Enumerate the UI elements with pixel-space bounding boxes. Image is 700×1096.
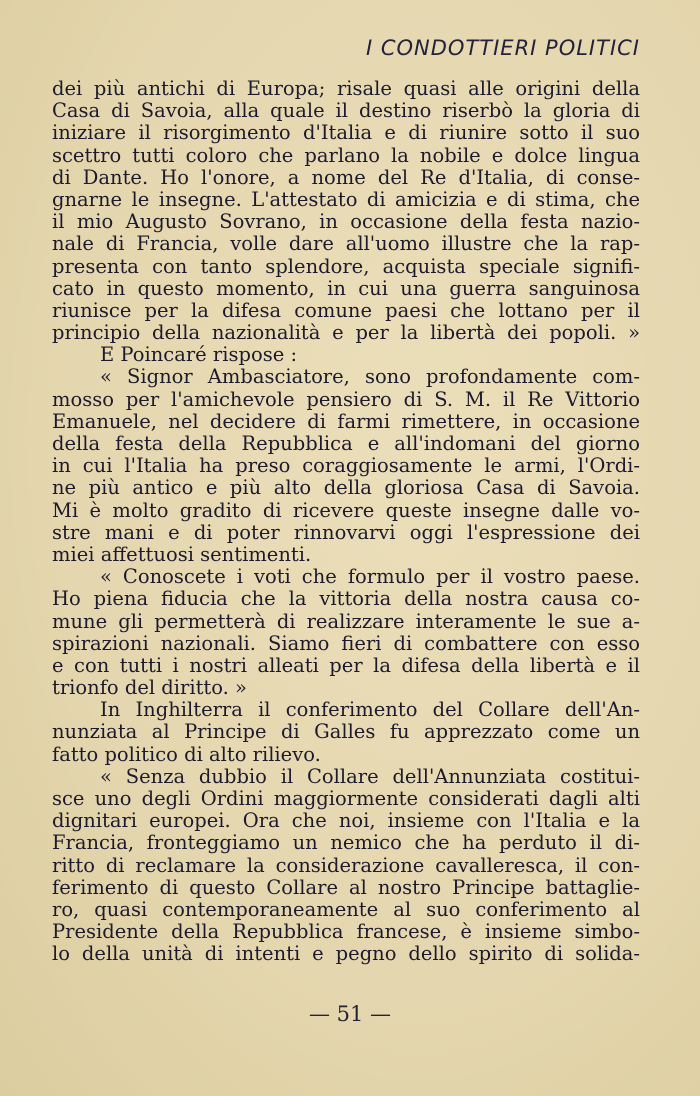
- text-line: e con tutti i nostri alleati per la difesa della libertà e il: [52, 653, 640, 677]
- running-header: I CONDOTTIERI POLITICI: [365, 36, 640, 60]
- text-line: Emanuele, nel decidere di farmi rimettere, in occasione: [52, 409, 640, 433]
- text-line: In Inghilterra il conferimento del Collare dell'An-: [100, 698, 640, 722]
- text-line: della festa della Repubblica e all'indomani del giorno: [52, 432, 640, 455]
- text-line: ritto di reclamare la considerazione cavalleresca, il con-: [52, 853, 640, 877]
- text-line: stre mani e di poter rinnovarvi oggi l'espressione dei: [52, 520, 640, 544]
- text-line: Francia, fronteggiamo un nemico che ha perduto il di-: [52, 831, 640, 855]
- text-line: miei affettuosi sentimenti.: [52, 542, 312, 566]
- text-line: ferimento di questo Collare al nostro Principe battaglie-: [52, 875, 640, 899]
- text-line: mosso per l'amichevole pensiero di S. M. il Re Vittorio: [52, 387, 640, 411]
- text-line: lo della unità di intenti e pegno dello spirito di solida-: [52, 942, 640, 966]
- text-line: dignitari europei. Ora che noi, insieme con l'Italia e la: [52, 809, 640, 833]
- text-line: in cui l'Italia ha preso coraggiosamente le armi, l'Ordi-: [52, 454, 640, 478]
- text-line: dei più antichi di Europa; risale quasi alle origini della: [52, 77, 640, 100]
- text-line: nale di Francia, volle dare all'uomo illustre che la rap-: [52, 232, 640, 256]
- text-line: spirazioni nazionali. Siamo fieri di combattere con esso: [52, 631, 640, 655]
- text-line: cato in questo momento, in cui una guerra sanguinosa: [52, 276, 640, 300]
- text-line: « Conoscete i voti che formulo per il vostro paese.: [100, 565, 640, 589]
- page-body-text: [52, 78, 640, 966]
- text-line: gnarne le insegne. L'attestato di amicizia e di stima, che: [52, 187, 640, 211]
- text-line: fatto politico di alto rilievo.: [52, 742, 321, 766]
- text-line: « Senza dubbio il Collare dell'Annunziata costitui-: [100, 764, 640, 788]
- text-line: sce uno degli Ordini maggiormente considerati dagli alti: [52, 787, 640, 810]
- text-line: iniziare il risorgimento d'Italia e di riunire sotto il suo: [52, 121, 640, 145]
- text-line: ne più antico e più alto della gloriosa Casa di Savoia.: [52, 476, 640, 500]
- text-line: trionfo del diritto. »: [52, 676, 247, 700]
- text-line: scettro tutti coloro che parlano la nobile e dolce lingua: [52, 143, 640, 167]
- text-line: Mi è molto gradito di ricevere queste insegne dalle vo-: [52, 498, 640, 522]
- text-line: riunisce per la difesa comune paesi che lottano per il: [52, 298, 640, 322]
- page-number: — 51 —: [308, 1002, 392, 1026]
- text-line: Casa di Savoia, alla quale il destino riserbò la gloria di: [52, 99, 640, 123]
- text-line: Presidente della Repubblica francese, è insieme simbo-: [52, 920, 640, 944]
- text-line: di Dante. Ho l'onore, a nome del Re d'Italia, di conse-: [52, 165, 640, 189]
- text-line: ro, quasi contemporaneamente al suo conferimento al: [52, 897, 640, 921]
- text-line: il mio Augusto Sovrano, in occasione della festa nazio-: [52, 210, 640, 234]
- text-line: E Poincaré rispose :: [100, 343, 298, 367]
- text-line: presenta con tanto splendore, acquista speciale signifi-: [52, 254, 640, 278]
- text-line: Ho piena fiducia che la vittoria della nostra causa co-: [52, 587, 640, 611]
- text-line: principio della nazionalità e per la libertà dei popoli. »: [52, 321, 640, 345]
- text-line: mune gli permetterà di realizzare interamente le sue a-: [52, 609, 640, 633]
- text-line: nunziata al Principe di Galles fu apprezzato come un: [52, 720, 640, 744]
- text-line: « Signor Ambasciatore, sono profondamente com-: [100, 365, 640, 389]
